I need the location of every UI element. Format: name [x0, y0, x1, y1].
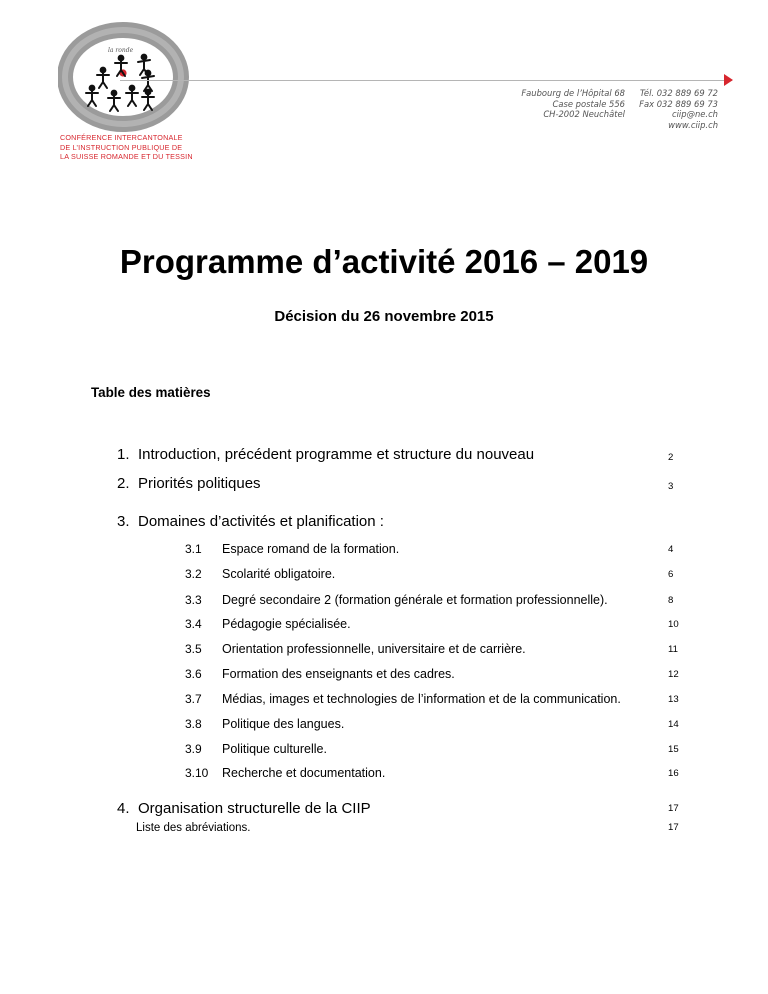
toc-subentry[interactable] — [0, 640, 768, 662]
toc-label: Organisation structurelle de la CIIP — [138, 800, 371, 817]
toc-number: 3.5 — [185, 642, 202, 656]
fax: Fax 032 889 69 73 — [639, 98, 718, 109]
toc-number: 3.7 — [185, 692, 202, 706]
logo-graphic — [58, 22, 193, 132]
toc-number: 3.8 — [185, 717, 202, 731]
document-title: Programme d’activité 2016 – 2019 — [119, 243, 649, 280]
toc-entry[interactable] — [0, 799, 768, 821]
arrow-right-icon — [724, 74, 733, 86]
toc-label: Recherche et documentation. — [222, 766, 386, 780]
toc-page: 6 — [668, 569, 674, 580]
toc-label: Liste des abréviations. — [136, 822, 251, 834]
toc-label: Degré secondaire 2 (formation générale et formation professionnelle). — [222, 593, 608, 607]
toc-page: 4 — [668, 544, 674, 555]
toc-heading: Table des matières — [91, 385, 211, 400]
toc-page: 12 — [668, 669, 679, 680]
document-subtitle: Décision du 26 novembre 2015 — [274, 308, 494, 325]
toc-label: Médias, images et technologies de l’information et de la communication. — [222, 692, 621, 706]
toc-number: 3.2 — [185, 567, 202, 581]
toc-number: 3.3 — [185, 593, 202, 607]
organization-name — [60, 133, 193, 162]
toc-number: 3.4 — [185, 617, 202, 631]
toc-page: 14 — [668, 719, 679, 730]
toc-page: 13 — [668, 694, 679, 705]
toc-subentry[interactable] — [0, 591, 768, 613]
toc-page: 3 — [668, 481, 674, 492]
toc-label: Priorités politiques — [138, 475, 261, 492]
toc-number: 3.9 — [185, 742, 202, 756]
toc-page: 8 — [668, 595, 674, 606]
toc-label: Introduction, précédent programme et structure du nouveau — [138, 446, 535, 463]
toc-number: 3.10 — [185, 766, 209, 780]
toc-page: 10 — [668, 619, 679, 630]
toc-page: 17 — [668, 822, 679, 833]
toc-page: 11 — [668, 644, 678, 655]
contact-info — [618, 88, 718, 130]
toc-page: 16 — [668, 768, 679, 779]
toc-number: 4. — [117, 800, 130, 817]
toc-subentry[interactable] — [0, 715, 768, 737]
toc-subentry[interactable] — [0, 740, 768, 762]
toc-page: 2 — [668, 452, 674, 463]
toc-subentry[interactable] — [0, 615, 768, 637]
postal-address — [470, 88, 625, 120]
org-name-line: LA SUISSE ROMANDE ET DU TESSIN — [60, 152, 193, 162]
toc-entry[interactable] — [0, 445, 768, 467]
header-divider — [120, 80, 732, 81]
address-line: Faubourg de l’Hôpital 68 — [521, 88, 625, 98]
toc-page: 17 — [668, 803, 679, 814]
toc-label: Pédagogie spécialisée. — [222, 617, 351, 631]
toc-label: Scolarité obligatoire. — [222, 567, 336, 581]
toc-label: Politique culturelle. — [222, 742, 327, 756]
toc-subentry[interactable] — [0, 764, 768, 786]
toc-subentry[interactable] — [0, 540, 768, 562]
toc-label: Domaines d’activités et planification : — [138, 513, 384, 530]
toc-number: 3. — [117, 513, 130, 530]
toc-number: 3.6 — [185, 667, 202, 681]
address-line: Case postale 556 — [552, 98, 625, 109]
toc-label: Espace romand de la formation. — [222, 542, 400, 556]
phone: Tél. 032 889 69 72 — [639, 88, 718, 98]
website-link[interactable]: www.ciip.ch — [668, 119, 718, 130]
logo-caption: la ronde — [108, 47, 134, 54]
toc-subentry[interactable] — [0, 565, 768, 587]
toc-page: 15 — [668, 744, 679, 755]
toc-subentry[interactable] — [0, 665, 768, 687]
toc-number: 2. — [117, 475, 130, 492]
org-name-line: DE L’INSTRUCTION PUBLIQUE DE — [60, 142, 183, 152]
toc-number: 3.1 — [185, 542, 202, 556]
email-link[interactable]: ciip@ne.ch — [672, 109, 718, 120]
toc-entry[interactable] — [0, 512, 768, 534]
toc-number: 1. — [117, 446, 130, 463]
toc-label: Orientation professionnelle, universitaire et de carrière. — [222, 642, 526, 656]
toc-label: Formation des enseignants et des cadres. — [222, 667, 455, 681]
ciip-logo — [58, 22, 193, 132]
org-name-line: CONFÉRENCE INTERCANTONALE — [60, 133, 183, 142]
toc-entry[interactable] — [0, 474, 768, 496]
toc-subentry[interactable] — [0, 690, 768, 712]
toc-label: Politique des langues. — [222, 717, 345, 731]
toc-entry[interactable] — [0, 820, 768, 842]
address-line: CH-2002 Neuchâtel — [543, 109, 625, 120]
